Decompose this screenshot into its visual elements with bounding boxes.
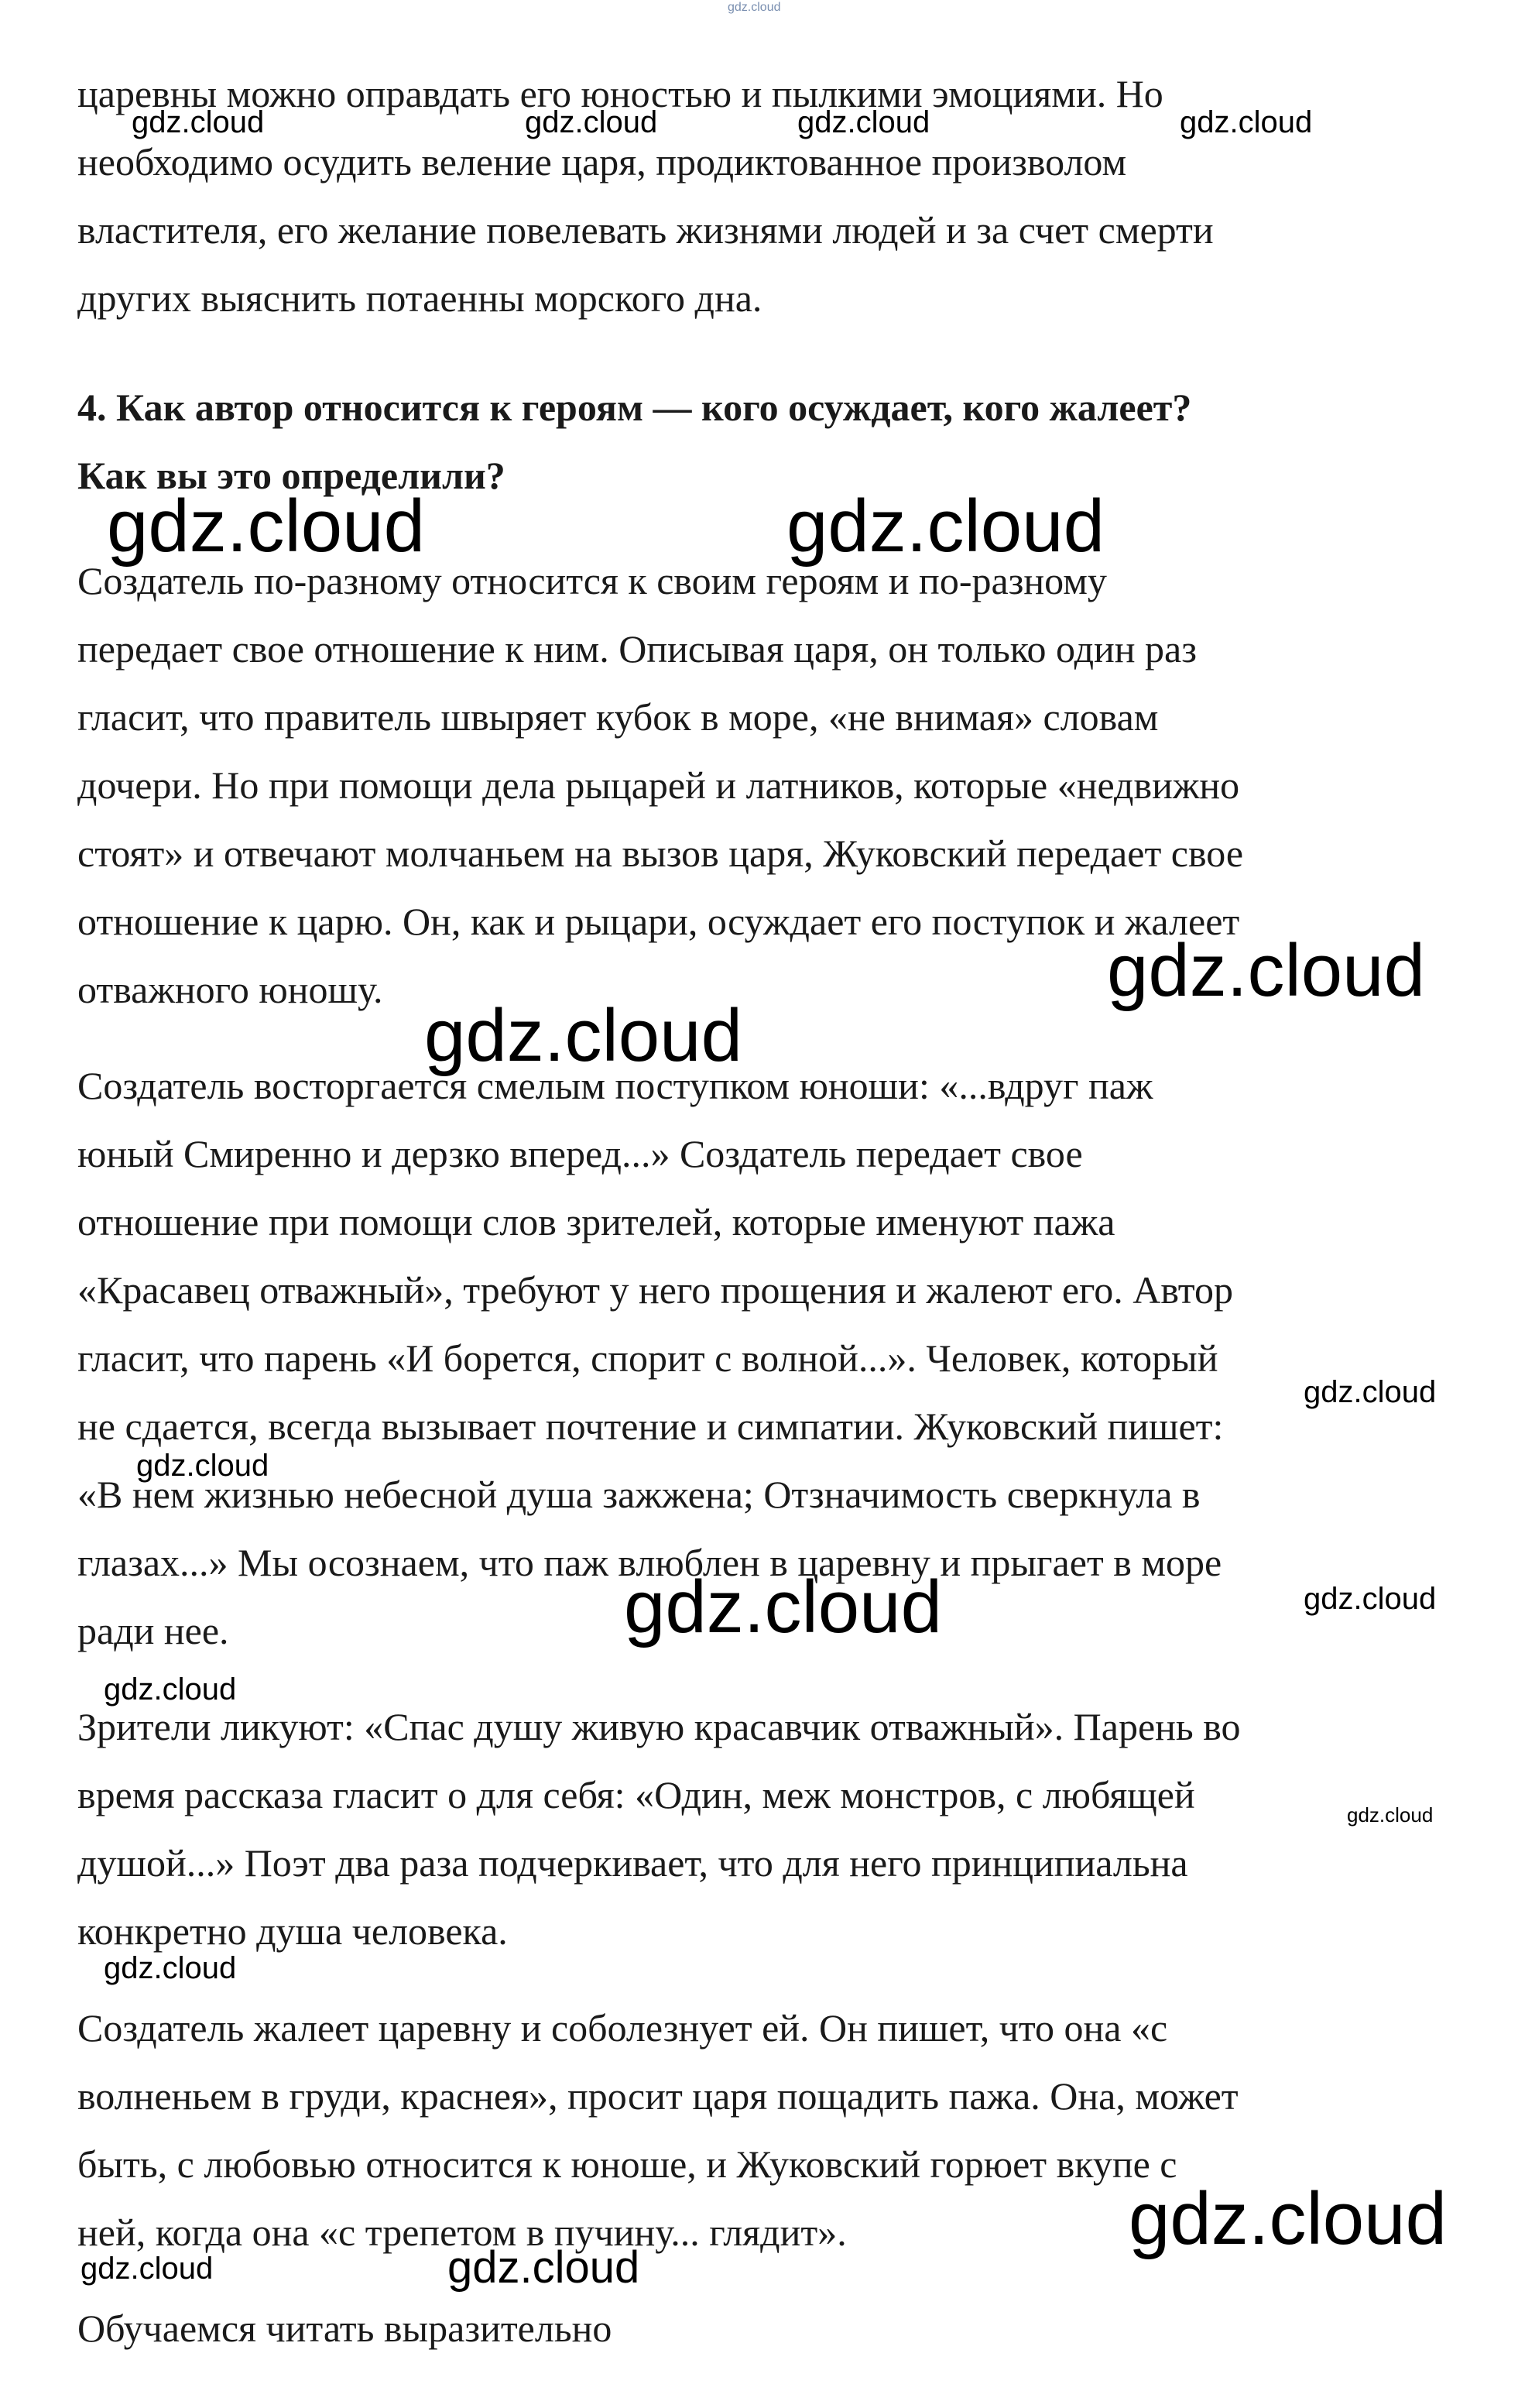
text-line: отношение к царю. Он, как и рыцари, осуждает его поступок и жалеет bbox=[77, 900, 1240, 943]
watermark: gdz.cloud bbox=[1304, 1375, 1437, 1409]
text-line: Создатель жалеет царевну и соболезнует ей. Он пишет, что она «с bbox=[77, 2006, 1168, 2050]
text-line: «Красавец отважный», требуют у него прощения и жалеют его. Автор bbox=[77, 1268, 1233, 1312]
text-line: передает свое отношение к ним. Описывая царя, он только один раз bbox=[77, 627, 1197, 671]
watermark: gdz.cloud bbox=[624, 1566, 942, 1648]
watermark: gdz.cloud bbox=[728, 1, 781, 14]
text-line: ней, когда она «с трепетом в пучину... глядит». bbox=[77, 2211, 847, 2254]
watermark: gdz.cloud bbox=[424, 994, 742, 1077]
watermark: gdz.cloud bbox=[1304, 1582, 1437, 1616]
text-line: отношение при помощи слов зрителей, которые именуют пажа bbox=[77, 1200, 1115, 1243]
watermark: gdz.cloud bbox=[447, 2242, 640, 2293]
text-line: царевны можно оправдать его юностью и пылкими эмоциями. Но bbox=[77, 72, 1163, 115]
text-line: Зрители ликуют: «Спас душу живую красавчик отважный». Парень во bbox=[77, 1705, 1241, 1748]
text-line: Обучаемся читать выразительно bbox=[77, 2307, 612, 2350]
paragraph-answer-3 bbox=[77, 1693, 1463, 1965]
text-line: ради нее. bbox=[77, 1609, 229, 1652]
text-line: дочери. Но при помощи дела рыцарей и латников, которые «недвижно bbox=[77, 763, 1240, 807]
watermark: gdz.cloud bbox=[107, 485, 425, 568]
text-line: время рассказа гласит о для себя: «Один, меж монстров, с любящей bbox=[77, 1773, 1195, 1816]
text-line: «В нем жизнью небесной душа зажжена; Отзначимость сверкнула в bbox=[77, 1473, 1201, 1516]
text-line: конкретно душа человека. bbox=[77, 1909, 508, 1953]
watermark: gdz.cloud bbox=[104, 1951, 237, 1985]
watermark: gdz.cloud bbox=[786, 485, 1105, 568]
text-line: стоят» и отвечают молчаньем на вызов царя, Жуковский передает свое bbox=[77, 832, 1244, 875]
text-line: других выяснить потаенны морского дна. bbox=[77, 276, 762, 320]
text-line: не сдается, всегда вызывает почтение и симпатии. Жуковский пишет: bbox=[77, 1405, 1224, 1448]
text-line: юный Смиренно и дерзко вперед...» Создатель передает свое bbox=[77, 1132, 1083, 1175]
text-line: душой...» Поэт два раза подчеркивает, что для него принципиальна bbox=[77, 1841, 1188, 1885]
text-line: волненьем в груди, краснея», просит царя пощадить пажа. Она, может bbox=[77, 2074, 1239, 2118]
watermark: gdz.cloud bbox=[132, 105, 265, 139]
text-line: глазах...» Мы осознаем, что паж влюблен в царевну и прыгает в море bbox=[77, 1541, 1222, 1584]
text-line: гласит, что правитель швыряет кубок в море, «не внимая» словам bbox=[77, 695, 1159, 739]
watermark: gdz.cloud bbox=[797, 105, 930, 139]
watermark: gdz.cloud bbox=[136, 1449, 269, 1483]
text-line: Как вы это определили? bbox=[77, 454, 505, 497]
watermark: gdz.cloud bbox=[1129, 2177, 1447, 2260]
section-title-expressive-reading bbox=[77, 2294, 1463, 2362]
watermark: gdz.cloud bbox=[81, 2252, 214, 2286]
paragraph-intro bbox=[77, 60, 1463, 332]
text-line: 4. Как автор относится к героям — кого осуждает, кого жалеет? bbox=[77, 386, 1192, 429]
watermark: gdz.cloud bbox=[1180, 105, 1313, 139]
text-line: Создатель по-разному относится к своим героям и по-разному bbox=[77, 559, 1107, 602]
watermark: gdz.cloud bbox=[1107, 929, 1425, 1012]
watermark: gdz.cloud bbox=[525, 105, 658, 139]
watermark: gdz.cloud bbox=[1347, 1803, 1434, 1827]
text-line: Создатель восторгается смелым поступком юноши: «...вдруг паж bbox=[77, 1064, 1153, 1107]
text-line: необходимо осудить веление царя, продиктованное произволом bbox=[77, 140, 1127, 184]
text-line: быть, с любовью относится к юноше, и Жуковский горюет вкупе с bbox=[77, 2142, 1177, 2186]
text-line: гласит, что парень «И борется, спорит с волной...». Человек, который bbox=[77, 1336, 1218, 1380]
text-line: отважного юношу. bbox=[77, 968, 383, 1011]
text-line: властителя, его желание повелевать жизнями людей и за счет смерти bbox=[77, 208, 1214, 252]
watermark: gdz.cloud bbox=[104, 1672, 237, 1707]
